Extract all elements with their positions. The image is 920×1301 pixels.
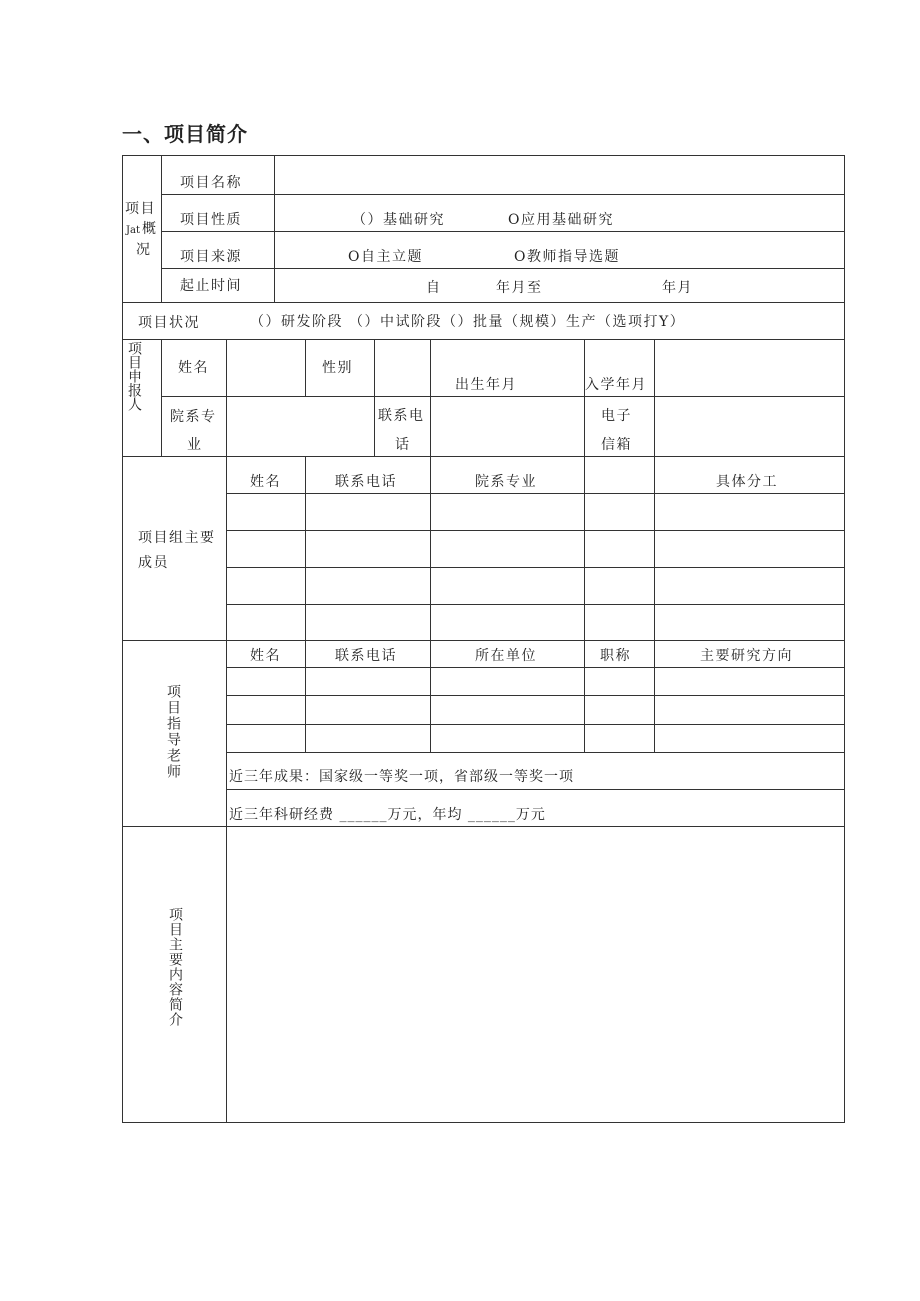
applicant-gender-field[interactable] [375,340,429,395]
members-row[interactable] [227,494,844,529]
applicant-name-field[interactable] [227,340,304,395]
members-header-dept: 院系专业 [475,474,537,490]
advisors-row[interactable] [227,668,844,694]
period-from: 自 [426,280,442,296]
members-header-duty: 具体分工 [716,474,778,490]
source-option-teacher[interactable]: O教师指导选题 [514,249,620,265]
members-header-name: 姓名 [250,474,281,490]
content-group-label: 项目主要内容简介 [167,907,183,1027]
applicant-email-label-1: 电子 [601,408,632,424]
divider [161,231,845,232]
content-textarea[interactable] [227,827,844,1121]
applicant-email-field[interactable] [655,397,843,455]
applicant-enroll-field[interactable] [655,340,843,395]
period-end: 年月 [662,280,693,296]
divider [122,456,845,457]
overview-label-bottom: 况 [136,242,152,258]
advisors-group-label: 项目指导老师 [165,684,181,780]
applicant-dept-field[interactable] [227,397,373,455]
divider [161,339,162,457]
members-header-phone: 联系电话 [335,474,397,490]
divider [305,339,306,396]
nature-option-basic[interactable]: （）基础研究 [352,212,445,228]
nature-option-applied[interactable]: O应用基础研究 [508,212,614,228]
divider [274,155,275,302]
table-border-left [122,155,123,1123]
members-row[interactable] [227,605,844,639]
project-source-label: 项目来源 [180,249,242,265]
period-field[interactable] [276,270,843,301]
page-title: 一、项目简介 [122,122,248,146]
applicant-phone-label-1: 联系电 [378,408,425,424]
advisors-header-name: 姓名 [250,648,281,664]
divider [161,155,162,302]
members-group-label-1: 项目组主要 [138,530,216,546]
advisors-header-unit: 所在单位 [475,648,537,664]
divider [226,789,845,790]
advisors-header-title: 职称 [600,648,631,664]
applicant-group-label: 项目申报人 [126,341,142,411]
project-name-field[interactable] [276,157,843,193]
project-nature-label: 项目性质 [180,212,242,228]
applicant-phone-label-2: 话 [395,437,411,453]
table-border-right [844,155,845,1123]
divider [122,640,845,641]
applicant-birth-label: 出生年月 [455,377,517,393]
members-row[interactable] [227,531,844,566]
status-label: 项目状况 [138,315,200,331]
overview-label-top: 项目 [125,201,156,217]
period-mid: 年月至 [496,280,543,296]
overview-label-mid: Jat [126,225,140,236]
advisors-header-direction: 主要研究方向 [700,648,793,664]
table-border-top [122,155,845,156]
advisors-funding[interactable]: 近三年科研经费 ______万元，年均 ______万元 [229,807,546,823]
divider [161,194,845,195]
members-row[interactable] [227,568,844,603]
advisors-achievements: 近三年成果：国家级一等奖一项，省部级一等奖一项 [229,769,574,785]
overview-label-right: 概 [142,221,158,237]
applicant-dept-label-2: 业 [187,437,203,453]
divider [122,302,845,303]
status-options[interactable]: （）研发阶段 （）中试阶段（）批量（规模）生产（选项打Y） [250,314,686,330]
period-label: 起止时间 [180,278,242,294]
members-group-label-2: 成员 [138,555,169,571]
project-name-label: 项目名称 [180,175,242,191]
divider [226,752,845,753]
advisors-row[interactable] [227,696,844,723]
applicant-name-label: 姓名 [178,360,209,376]
applicant-gender-label: 性别 [322,360,353,376]
advisors-header-phone: 联系电话 [335,648,397,664]
applicant-email-label-2: 信箱 [601,437,632,453]
table-border-bottom [122,1122,845,1123]
source-option-self[interactable]: O自主立题 [348,249,423,265]
divider [584,339,585,457]
applicant-enroll-label: 入学年月 [585,377,647,393]
divider [161,268,845,269]
advisors-row[interactable] [227,725,844,751]
applicant-dept-label-1: 院系专 [170,409,217,425]
applicant-phone-field[interactable] [431,397,583,455]
